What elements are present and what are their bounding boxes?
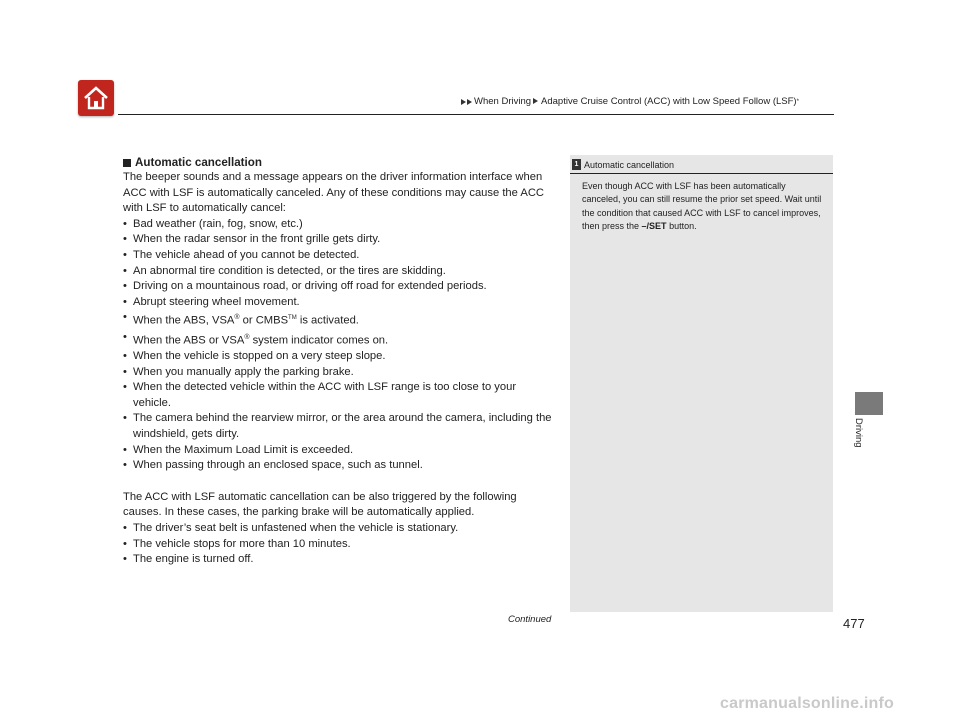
list-item: • The vehicle ahead of you cannot be detected. bbox=[123, 248, 555, 264]
list-item: • Driving on a mountainous road, or driving off road for extended periods. bbox=[123, 279, 555, 295]
home-button[interactable] bbox=[78, 80, 114, 116]
breadcrumb-item[interactable]: When Driving bbox=[474, 96, 532, 107]
sidebar-title: Automatic cancellation bbox=[584, 159, 675, 170]
breadcrumb-arrow-icon bbox=[467, 99, 472, 105]
note-sidebar bbox=[570, 155, 833, 612]
list-item: • When the ABS, VSA® or CMBS™ is activated. bbox=[123, 310, 555, 329]
section-square-icon bbox=[123, 159, 131, 167]
list-item: • When the detected vehicle within the ACC with LSF range is too close to your vehicle. bbox=[123, 380, 555, 411]
list-item: • The engine is turned off. bbox=[123, 552, 555, 568]
breadcrumb bbox=[461, 96, 799, 107]
set-button-label: –/SET bbox=[641, 221, 667, 232]
page-number: 477 bbox=[843, 616, 865, 631]
main-content bbox=[123, 155, 555, 568]
secondary-paragraph: The ACC with LSF automatic cancellation can be also triggered by the following causes. In these cases, the parking brake will be automatically applied. bbox=[123, 490, 517, 519]
optional-mark: * bbox=[796, 98, 799, 105]
list-item: • When the Maximum Load Limit is exceeded. bbox=[123, 443, 555, 459]
list-item: • When the radar sensor in the front grille gets dirty. bbox=[123, 232, 555, 248]
cancel-conditions-list bbox=[123, 217, 555, 474]
list-item: • The vehicle stops for more than 10 minutes. bbox=[123, 537, 555, 553]
section-heading: Automatic cancellation bbox=[123, 155, 555, 170]
list-item: • When the ABS or VSA® system indicator comes on. bbox=[123, 330, 555, 349]
list-item: • When you manually apply the parking brake. bbox=[123, 365, 555, 381]
watermark: carmanualsonline.info bbox=[720, 695, 895, 712]
list-item: • When the vehicle is stopped on a very steep slope. bbox=[123, 349, 555, 365]
list-item: • Abrupt steering wheel movement. bbox=[123, 295, 555, 311]
note-number-badge: 1 bbox=[572, 159, 581, 170]
parking-brake-conditions-list bbox=[123, 521, 555, 568]
list-item: • The driver’s seat belt is unfastened when the vehicle is stationary. bbox=[123, 521, 555, 537]
chapter-tab-label: Driving bbox=[853, 418, 864, 448]
sidebar-header bbox=[570, 155, 833, 170]
sidebar-note: Even though ACC with LSF has been automatically canceled, you can still resume the prior set speed. Wait until the condition that caused ACC with LSF to cancel improves, then press the –/SET button. bbox=[582, 181, 822, 232]
breadcrumb-arrow-icon bbox=[533, 98, 538, 104]
chapter-tab[interactable] bbox=[855, 392, 883, 415]
list-item: • The camera behind the rearview mirror, or the area around the camera, including the windshield, gets dirty. bbox=[123, 411, 555, 442]
intro-paragraph: The beeper sounds and a message appears on the driver information interface when ACC with LSF is automatically canceled. Any of these conditions may cause the ACC with LSF to automatically cancel: bbox=[123, 171, 544, 215]
list-item: • An abnormal tire condition is detected, or the tires are skidding. bbox=[123, 264, 555, 280]
continued-label: Continued bbox=[508, 614, 552, 625]
home-icon bbox=[82, 85, 110, 111]
list-item: • Bad weather (rain, fog, snow, etc.) bbox=[123, 217, 555, 233]
list-item: • When passing through an enclosed space, such as tunnel. bbox=[123, 458, 555, 474]
breadcrumb-arrow-icon bbox=[461, 99, 466, 105]
header-divider bbox=[118, 114, 834, 115]
breadcrumb-item[interactable]: Adaptive Cruise Control (ACC) with Low Speed Follow (LSF) bbox=[541, 96, 797, 107]
